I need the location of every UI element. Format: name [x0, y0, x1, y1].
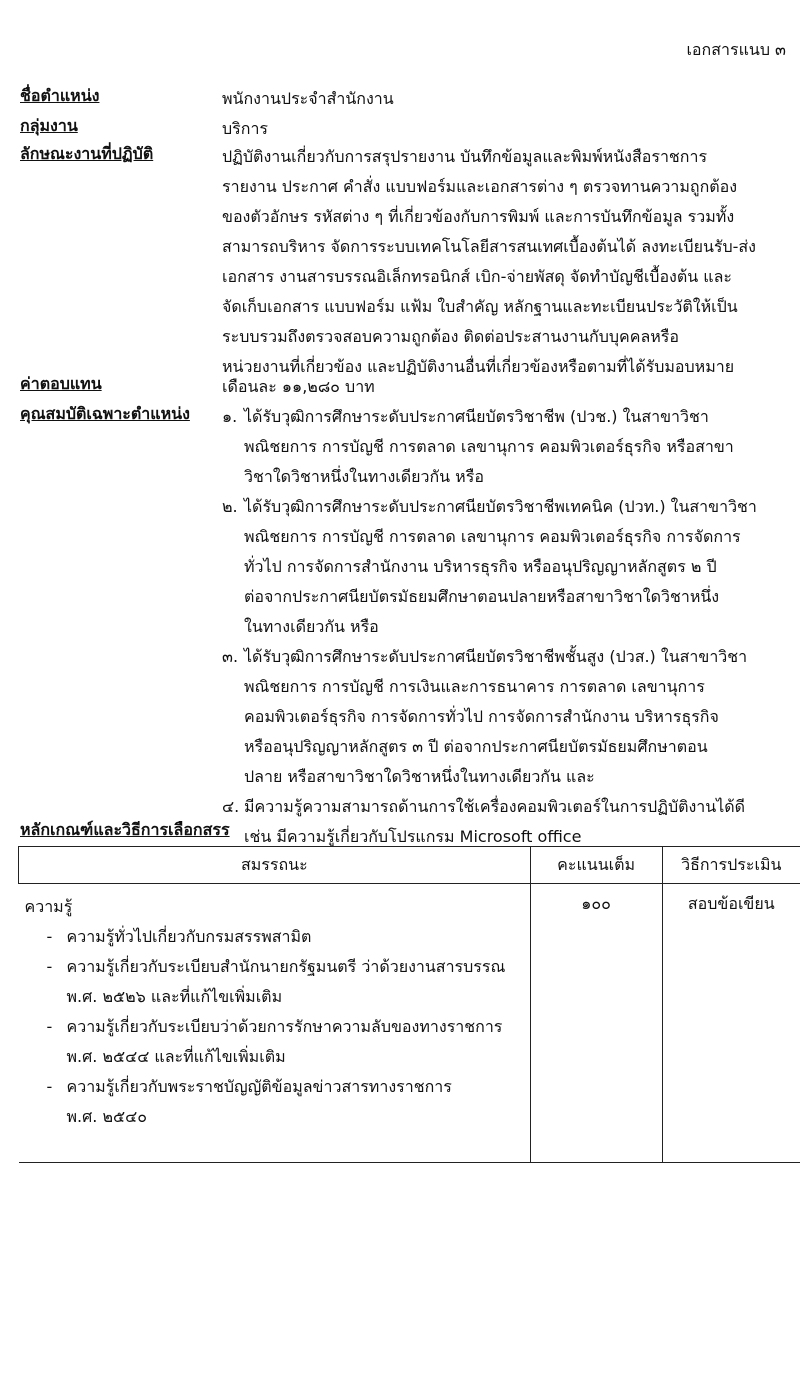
assessment-method-cell: สอบข้อเขียน: [662, 884, 800, 1163]
duty-line: รายงาน ประกาศ คำสั่ง แบบฟอร์มและเอกสารต่าง ๆ ตรวจทานความถูกต้อง: [222, 177, 738, 196]
dash-bullet: -: [46, 957, 53, 976]
qualification-number: ๑.: [222, 407, 238, 426]
qualification-number: ๒.: [222, 497, 238, 516]
qualification-line: วิชาใดวิชาหนึ่งในทางเดียวกัน หรือ: [244, 467, 484, 486]
qualifications-list: [222, 402, 794, 852]
full-score-cell: ๑๐๐: [530, 884, 662, 1163]
qualification-number: ๔.: [222, 797, 240, 816]
dash-bullet: -: [46, 1017, 53, 1036]
duty-line: จัดเก็บเอกสาร แบบฟอร์ม แฟ้ม ใบสำคัญ หลักฐานและทะเบียนประวัติให้เป็น: [222, 297, 738, 316]
qualification-line: ได้รับวุฒิการศึกษาระดับประกาศนียบัตรวิชาชีพ (ปวช.) ในสาขาวิชา: [244, 407, 709, 426]
knowledge-line: ความรู้เกี่ยวกับพระราชบัญญัติข้อมูลข่าวสารทางราชการ: [66, 1077, 452, 1096]
selection-criteria-title: หลักเกณฑ์และวิธีการเลือกสรร: [20, 820, 230, 839]
qualifications-label: คุณสมบัติเฉพาะตำแหน่ง: [20, 404, 190, 423]
qualification-line: พณิชยการ การบัญชี การตลาด เลขานุการ คอมพิวเตอร์ธุรกิจ หรือสาขา: [244, 437, 734, 456]
pay-value: เดือนละ ๑๑,๒๘๐ บาท: [222, 377, 375, 396]
qualification-line: มีความรู้ความสามารถด้านการใช้เครื่องคอมพิวเตอร์ในการปฏิบัติงานได้ดี: [244, 797, 746, 816]
knowledge-item: [39, 952, 524, 1012]
knowledge-line: พ.ศ. ๒๕๔๔ และที่แก้ไขเพิ่มเติม: [66, 1047, 286, 1066]
dash-bullet: -: [46, 1077, 53, 1096]
qualification-line: พณิชยการ การบัญชี การเงินและการธนาคาร การตลาด เลขานุการ: [244, 677, 705, 696]
knowledge-item: [39, 1072, 524, 1132]
knowledge-line: ความรู้เกี่ยวกับระเบียบว่าด้วยการรักษาความลับของทางราชการ: [66, 1017, 503, 1036]
dash-bullet: -: [46, 927, 53, 946]
header-assessment-method: วิธีการประเมิน: [662, 847, 800, 884]
position-title-label: ชื่อตำแหน่ง: [20, 86, 100, 105]
qualification-line: ปลาย หรือสาขาวิชาใดวิชาหนึ่งในทางเดียวกัน และ: [244, 767, 595, 786]
knowledge-line: พ.ศ. ๒๕๔๐: [66, 1107, 147, 1126]
knowledge-line: ความรู้เกี่ยวกับระเบียบสำนักนายกรัฐมนตรี ว่าด้วยงานสารบรรณ: [66, 957, 506, 976]
table-header-row: [19, 847, 800, 884]
qualification-line: เช่น มีความรู้เกี่ยวกับโปรแกรม Microsoft office: [244, 827, 582, 846]
knowledge-line: พ.ศ. ๒๕๒๖ และที่แก้ไขเพิ่มเติม: [66, 987, 283, 1006]
qualification-item: [222, 402, 794, 492]
work-group-label: กลุ่มงาน: [20, 116, 78, 135]
duty-line: ปฏิบัติงานเกี่ยวกับการสรุปรายงาน บันทึกข้อมูลและพิมพ์หนังสือราชการ: [222, 147, 708, 166]
qualification-item: [222, 492, 794, 642]
competency-cell: [19, 884, 531, 1163]
duty-line: สามารถบริหาร จัดการระบบเทคโนโลยีสารสนเทศเบื้องต้นได้ ลงทะเบียนรับ-ส่ง: [222, 237, 756, 256]
qualification-item: [222, 792, 794, 852]
duty-line: ระบบรวมถึงตรวจสอบความถูกต้อง ติดต่อประสานงานกับบุคคลหรือ: [222, 327, 679, 346]
knowledge-item: [39, 1012, 524, 1072]
qualification-number: ๓.: [222, 647, 239, 666]
header-full-score: คะแนนเต็ม: [530, 847, 662, 884]
qualification-line: หรืออนุปริญญาหลักสูตร ๓ ปี ต่อจากประกาศนียบัตรมัธยมศึกษาตอน: [244, 737, 708, 756]
qualification-line: ในทางเดียวกัน หรือ: [244, 617, 379, 636]
duty-line: หน่วยงานที่เกี่ยวข้อง และปฏิบัติงานอื่นที่เกี่ยวข้องหรือตามที่ได้รับมอบหมาย: [222, 357, 735, 376]
work-group-value: บริการ: [222, 119, 269, 138]
duty-description: [222, 142, 794, 382]
qualification-line: คอมพิวเตอร์ธุรกิจ การจัดการทั่วไป การจัดการสำนักงาน บริหารธุรกิจ: [244, 707, 719, 726]
pay-label: ค่าตอบแทน: [20, 374, 102, 393]
duty-line: เอกสาร งานสารบรรณอิเล็กทรอนิกส์ เบิก-จ่ายพัสดุ จัดทำบัญชีเบื้องต้น และ: [222, 267, 732, 286]
qualification-line: ได้รับวุฒิการศึกษาระดับประกาศนียบัตรวิชาชีพเทคนิค (ปวท.) ในสาขาวิชา: [244, 497, 757, 516]
duty-label: ลักษณะงานที่ปฏิบัติ: [20, 144, 154, 163]
qualification-line: พณิชยการ การบัญชี การตลาด เลขานุการ คอมพิวเตอร์ธุรกิจ การจัดการ: [244, 527, 741, 546]
qualification-line: ต่อจากประกาศนียบัตรมัธยมศึกษาตอนปลายหรือสาขาวิชาใดวิชาหนึ่ง: [244, 587, 720, 606]
selection-criteria-table: [18, 846, 800, 1163]
header-competency: สมรรถนะ: [19, 847, 531, 884]
position-title-value: พนักงานประจำสำนักงาน: [222, 89, 394, 108]
duty-line: ของตัวอักษร รหัสต่าง ๆ ที่เกี่ยวข้องกับการพิมพ์ และการบันทึกข้อมูล รวมทั้ง: [222, 207, 735, 226]
knowledge-line: ความรู้ทั่วไปเกี่ยวกับกรมสรรพสามิต: [66, 927, 312, 946]
attachment-label: เอกสารแนบ ๓: [686, 40, 786, 59]
table-row: [19, 884, 800, 1163]
qualification-line: ทั่วไป การจัดการสำนักงาน บริหารธุรกิจ หรืออนุปริญญาหลักสูตร ๒ ปี: [244, 557, 717, 576]
knowledge-item: [39, 922, 524, 952]
qualification-line: ได้รับวุฒิการศึกษาระดับประกาศนียบัตรวิชาชีพชั้นสูง (ปวส.) ในสาขาวิชา: [244, 647, 748, 666]
knowledge-title: ความรู้: [24, 897, 73, 916]
qualification-item: [222, 642, 794, 792]
